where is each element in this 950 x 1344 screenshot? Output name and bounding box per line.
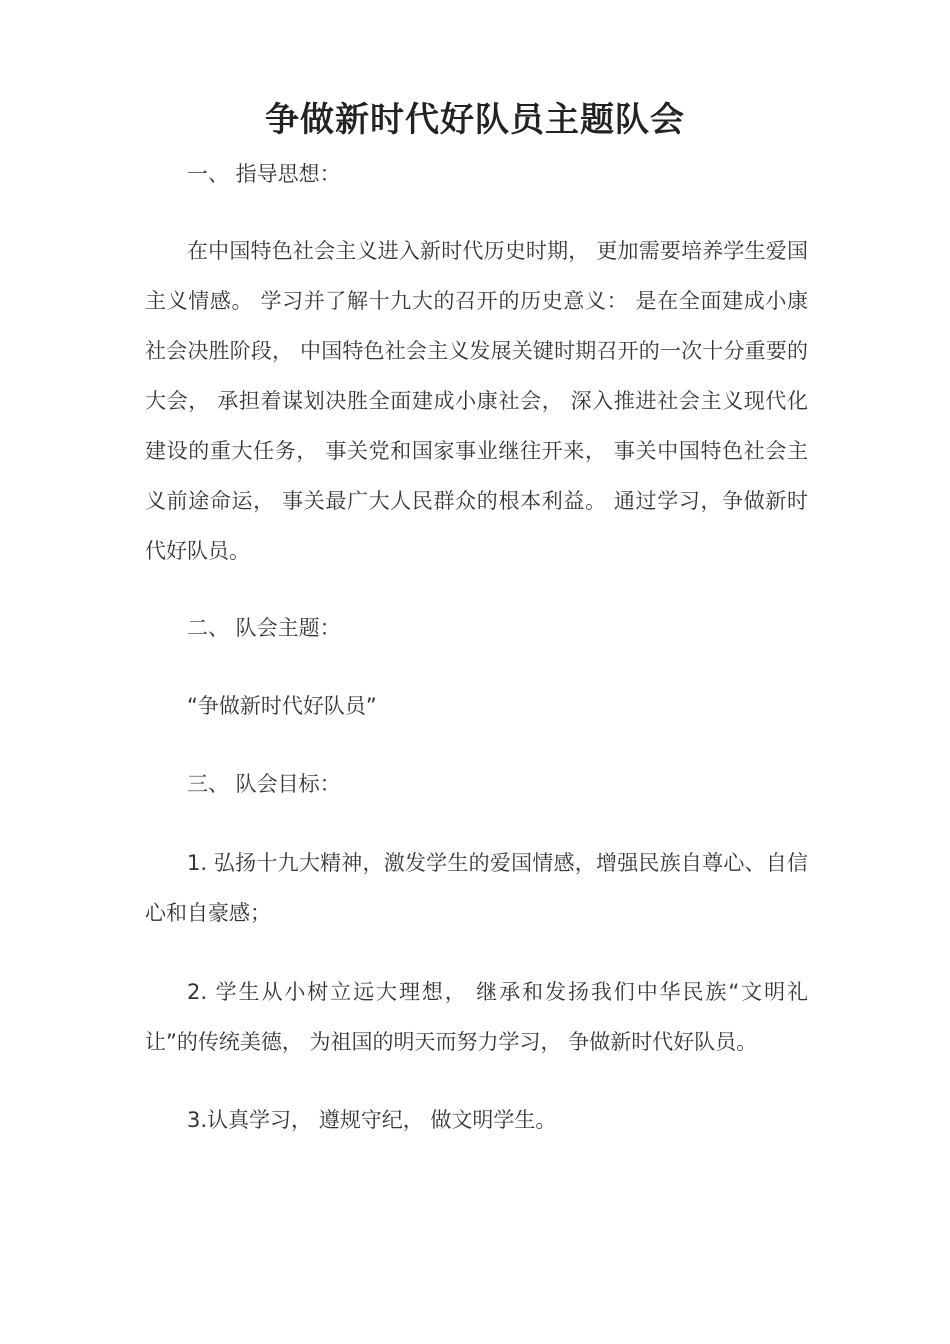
section-heading-guiding-thought: 一、 指导思想： <box>187 162 341 186</box>
section-heading-theme: 二、 队会主题： <box>187 616 341 640</box>
section-body-guiding-thought: 在中国特色社会主义进入新时代历史时期， 更加需要培养学生爱国主义情感。 学习并了解十九大的召开的历史意义： 是在全面建成小康社会决胜阶段， 中国特色社会主义发展关键时期召开的一次十分重要的大会， 承担着谋划决胜全面建成小康社会， 深入推进社会主义现代化建设的重大任务， 事关党和国家事业继往开来， 事关中国特色社会主义前途命运， 事关最广大人民群众的根本利益。 通过学习，争做新时代好队员。 <box>145 239 808 563</box>
section-body-theme: “争做新时代好队员” <box>187 694 377 718</box>
goal-item-3: 3.认真学习， 遵规守纪， 做文明学生。 <box>187 1108 557 1132</box>
document-title: 争做新时代好队员主题队会 <box>265 100 685 140</box>
goal-item-1: 1. 弘扬十九大精神，激发学生的爱国情感，增强民族自尊心、自信心和自豪感； <box>145 851 808 925</box>
section-heading-goals: 三、 队会目标： <box>187 772 341 796</box>
goal-item-2: 2. 学生从小树立远大理想， 继承和发扬我们中华民族“文明礼让”的传统美德， 为祖国的明天而努力学习， 争做新时代好队员。 <box>145 980 808 1054</box>
